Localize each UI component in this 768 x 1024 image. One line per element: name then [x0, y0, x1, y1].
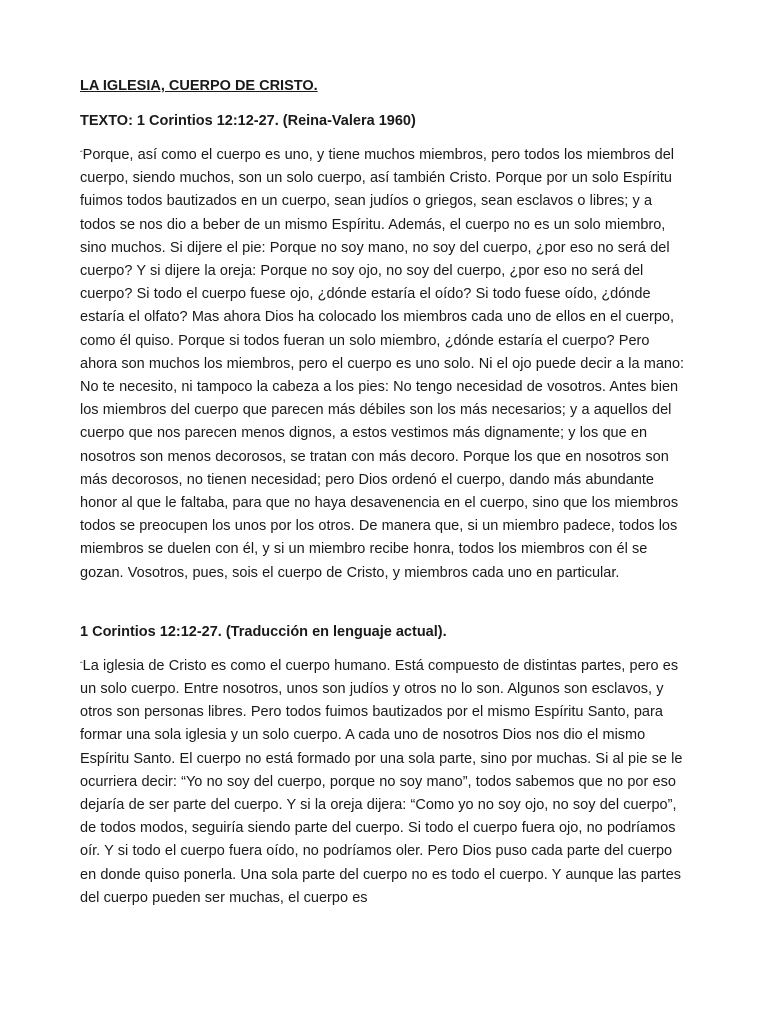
document-page	[80, 76, 690, 910]
section-spacer	[80, 585, 690, 622]
section2-text: La iglesia de Cristo es como el cuerpo humano. Está compuesto de distintas partes, pero es un solo cuerpo. Entre nosotros, unos son judíos y otros no lo son. Algunos son esclavos, y otros son personas libres. Pero todos fuimos bautizados por el mismo Espíritu Santo, para formar una sola iglesia y un solo cuerpo. A cada uno de nosotros Dios nos dio el mismo Espíritu Santo. El cuerpo no está formado por una sola parte, sino por muchas. Si al pie se le ocurriera decir: “Yo no soy del cuerpo, porque no soy mano”, todos sabemos que no por eso dejaría de ser parte del cuerpo. Y si la oreja dijera: “Como yo no soy ojo, no soy del cuerpo”, de todos modos, seguiría siendo parte del cuerpo. Si todo el cuerpo fuera ojo, no podríamos oír. Y si todo el cuerpo fuera oído, no podríamos oler. Pero Dios puso cada parte del cuerpo en donde quiso ponerla. Una sola parte del cuerpo no es todo el cuerpo. Y aunque las partes del cuerpo pueden ser muchas, el cuerpo es	[80, 657, 683, 906]
section2-heading: 1 Corintios 12:12-27. (Traducción en lenguaje actual).	[80, 623, 447, 640]
section1-paragraph	[80, 144, 690, 585]
section2-mark: ˆ	[80, 660, 83, 670]
section1-heading: TEXTO: 1 Corintios 12:12-27. (Reina-Valera 1960)	[80, 113, 416, 129]
section2-paragraph	[80, 655, 690, 910]
section1-text: Porque, así como el cuerpo es uno, y tiene muchos miembros, pero todos los miembros del cuerpo, siendo muchos, son un solo cuerpo, así también Cristo. Porque por un solo Espíritu fuimos todos bautizados en un cuerpo, sean judíos o griegos, sean esclavos o libres; y a todos se nos dio a beber de un mismo Espíritu. Además, el cuerpo no es un solo miembro, sino muchos. Si dijere el pie: Porque no soy mano, no soy del cuerpo, ¿por eso no será del cuerpo? Y si dijere la oreja: Porque no soy ojo, no soy del cuerpo, ¿por eso no será del cuerpo? Si todo el cuerpo fuese ojo, ¿dónde estaría el oído? Si todo fuese oído, ¿dónde estaría el olfato? Mas ahora Dios ha colocado los miembros cada uno de ellos en el cuerpo, como él quiso. Porque si todos fueran un solo miembro, ¿dónde estaría el cuerpo? Pero ahora son muchos los miembros, pero el cuerpo es uno solo. Ni el ojo puede decir a la mano: No te necesito, ni tampoco la cabeza a los pies: No tengo necesidad de vosotros. Antes bien los miembros del cuerpo que parecen más débiles son los más necesarios; y a aquellos del cuerpo que nos parecen menos dignos, a estos vestimos más dignamente; y los que en nosotros son menos decorosos, se tratan con más decoro. Porque los que en nosotros son más decorosos, no tienen necesidad; pero Dios ordenó el cuerpo, dando más abundante honor al que le faltaba, para que no haya desavenencia en el cuerpo, sino que los miembros todos se preocupen los unos por los otros. De manera que, si un miembro padece, todos los miembros se duelen con él, y si un miembro recibe honra, todos los miembros con él se gozan. Vosotros, pues, sois el cuerpo de Cristo, y miembros cada uno en particular.	[80, 147, 685, 581]
document-title: LA IGLESIA, CUERPO DE CRISTO.	[80, 78, 318, 94]
section1-mark: ˆ	[80, 150, 83, 159]
